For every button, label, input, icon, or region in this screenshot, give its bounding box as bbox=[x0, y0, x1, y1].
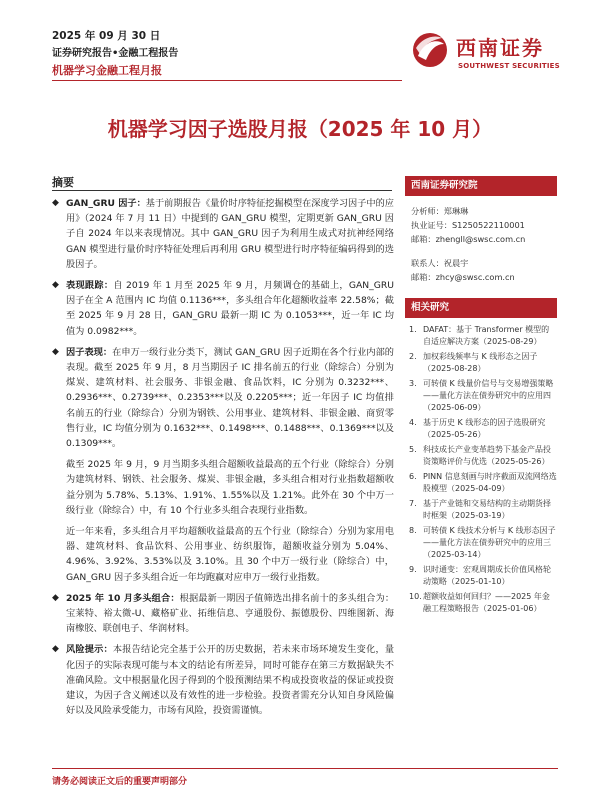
bullet-diamond-icon: ◆ bbox=[52, 592, 59, 603]
abstract-item-text: 根据最新一期因子值筛选出排名前十的多头组合为：宝莱特、裕太微-U、藏格矿业、拓维信息、亨通股份、振德股份、四维图新、海南橡胶、联创电子、华润材料。 bbox=[66, 592, 395, 635]
abstract-item-label: 表现跟踪： bbox=[66, 280, 114, 292]
contact-email-link[interactable]: zhcy@swsc.com.cn bbox=[435, 272, 515, 282]
related-num: 4. bbox=[409, 418, 417, 427]
report-title: 机器学习因子选股月报（2025 年 10 月） bbox=[107, 117, 493, 141]
related-item[interactable] bbox=[405, 471, 557, 495]
abstract-item bbox=[52, 591, 394, 637]
abstract-item-label: 2025 年 10 月多头组合： bbox=[66, 592, 180, 604]
related-text: 识时通变：宏观周期成长价值风格轮动策略（2025-01-10） bbox=[423, 565, 551, 586]
related-num: 10. bbox=[409, 592, 422, 601]
license-row bbox=[405, 218, 557, 232]
related-item[interactable] bbox=[405, 525, 557, 561]
related-list bbox=[405, 324, 557, 615]
abstract-divider bbox=[52, 190, 392, 191]
analyst-row bbox=[405, 204, 557, 218]
abstract-item-label: 因子表现： bbox=[66, 346, 113, 358]
abstract-item-text: 在申万一级行业分类下，测试 GAN_GRU 因子近期在各个行业内部的表现。截至 2025 年 9 月，8 月当期因子 IC 排名前五的行业（除综合）分别为煤炭、建筑材料、社会服务、非银金融、食品饮料，IC 分别为 0.3232***、0.2936***、0.2739***、0.2353***以及 0.2205***；近一年因子 IC 均值排名前五的行业（除综合）分别为钢铁、公用事业、建筑材料、非银金融、商贸零售行业，IC 均值分别为 0.1632***、0.1498***、0.1488***、0.1369***以及 0.1309***。 bbox=[66, 346, 394, 450]
related-item[interactable] bbox=[405, 498, 557, 522]
analyst-name: 郑琳琳 bbox=[443, 206, 469, 216]
related-text: 加权彩线频率与 K 线形态之因子（2025-08-28） bbox=[423, 352, 538, 373]
abstract-item-label: 风险提示： bbox=[66, 644, 113, 656]
brand-name: 西南证券 bbox=[456, 36, 544, 60]
report-category: 证券研究报告•金融工程报告 bbox=[52, 48, 179, 59]
related-text: 可转债 K 线技术分析与 K 线形态因子——量化方法在债券研究中的应用三（2025-03-14） bbox=[423, 526, 556, 559]
contact-name: 祝晨宇 bbox=[443, 258, 469, 268]
contact-email-row bbox=[405, 270, 557, 284]
abstract-item-text: 自 2019 年 1 月至 2025 年 9 月，月频调仓的基础上，GAN_GRU 因子在全 A 范围内 IC 均值 0.1136***，多头组合年化超额收益率 22.58%；截至 2025 年 9 月 28 日，GAN_GRU 最新一期 IC 为 0.1053***，近一年 IC 均值为 0.0982***。 bbox=[66, 280, 394, 337]
related-text: 基于产业链和交易结构的主动期货择时框架（2025-03-19） bbox=[423, 499, 551, 520]
contact-email-label: 邮箱： bbox=[411, 272, 436, 282]
report-date: 2025 年 09 月 30 日 bbox=[52, 30, 161, 42]
email-label: 邮箱： bbox=[411, 234, 436, 244]
related-item[interactable] bbox=[405, 378, 557, 414]
related-text: DAFAT：基于 Transformer 模型的自适应解决方案（2025-08-29） bbox=[423, 325, 550, 346]
related-item[interactable] bbox=[405, 351, 557, 375]
related-text: 可转债 K 线量价信号与交易增强策略——量化方法在债券研究中的应用四（2025-06-09） bbox=[423, 379, 554, 412]
analyst-label: 分析师： bbox=[411, 206, 444, 216]
abstract-item-text: 本报告结论完全基于公开的历史数据，若未来市场环境发生变化，量化因子的实际表现可能与本文的结论有所差异，同时可能存在第三方数据缺失不准确风险。文中根据量化因子得到的个股预测结果不构成投资收益的保证或投资建议，为因子含义阐述以及有效性的进一步检验。投资者需充分认知自身风险偏好以及风险承受能力，市场有风险，投资需谨慎。 bbox=[66, 644, 395, 717]
abstract-item-text: 基于前期报告《量价时序特征挖掘模型在深度学习因子中的应用》（2024 年 7 月 11 日）中提到的 GAN_GRU 模型，定期更新 GAN_GRU 因子自 2024 年以来表现情况。其中 GAN_GRU 因子为利用生成式对抗神经网络 GAN 模型进行量价时序特征处理后再利用 GRU 模型进行时序特征编码得到的选股因子。 bbox=[66, 198, 394, 270]
related-num: 1. bbox=[409, 325, 417, 334]
license-label: 执业证号： bbox=[411, 220, 452, 230]
abstract-body bbox=[52, 196, 394, 725]
header-divider bbox=[52, 80, 402, 81]
related-item[interactable] bbox=[405, 591, 557, 615]
related-num: 3. bbox=[409, 379, 417, 388]
contact-row bbox=[405, 256, 557, 270]
related-num: 7. bbox=[409, 499, 417, 508]
email-row bbox=[405, 232, 557, 246]
report-series: 机器学习金融工程月报 bbox=[52, 64, 162, 77]
related-item[interactable] bbox=[405, 444, 557, 468]
footer-disclaimer: 请务必阅读正文后的重要声明部分 bbox=[52, 777, 188, 787]
abstract-item bbox=[52, 345, 394, 451]
footer-divider bbox=[52, 768, 558, 769]
abstract-paragraph: 截至 2025 年 9 月，9 月当期多头组合超额收益最高的五个行业（除综合）分别为建筑材料、钢铁、社会服务、煤炭、非银金融，多头组合相对行业指数超额收益分别为 5.78%、5.13%、1.91%、1.55%以及 1.21%。此外在 30 个中万一级行业（除综合）中，有 10 个行业多头组合表现行业指数。 bbox=[66, 459, 394, 516]
related-num: 2. bbox=[409, 352, 417, 361]
related-text: 科技成长产业变革趋势下基金产品投资策略评价与优选（2025-05-26） bbox=[423, 445, 551, 466]
abstract-item-label: GAN_GRU 因子： bbox=[66, 198, 146, 209]
institute-heading: 西南证券研究院 bbox=[405, 176, 557, 196]
abstract-paragraph: 近一年来看，多头组合月平均超额收益最高的五个行业（除综合）分别为家用电器、建筑材料、食品饮料、公用事业、纺织服饰，超额收益分别为 5.04%、4.96%、3.92%、3.53%以及 3.10%。且 30 个中万一级行业（除综合）中，GAN_GRU 因子多头组合近一年均跑赢对应申万一级行业指数。 bbox=[66, 526, 394, 583]
related-num: 9. bbox=[409, 565, 417, 574]
bullet-diamond-icon: ◆ bbox=[52, 198, 59, 208]
bullet-diamond-icon: ◆ bbox=[52, 644, 59, 655]
email-link[interactable]: zhengll@swsc.com.cn bbox=[435, 234, 526, 244]
bullet-diamond-icon: ◆ bbox=[52, 280, 59, 291]
contact-label: 联系人： bbox=[411, 258, 444, 268]
abstract-item bbox=[52, 642, 394, 718]
abstract-item bbox=[52, 196, 394, 272]
abstract-item bbox=[52, 278, 394, 339]
related-num: 8. bbox=[409, 526, 417, 535]
brand-name-en: SOUTHWEST SECURITIES bbox=[458, 62, 560, 70]
related-num: 6. bbox=[409, 472, 417, 481]
related-num: 5. bbox=[409, 445, 417, 454]
related-text: 超额收益如何回归？——2025 年金融工程策略报告（2025-01-06） bbox=[423, 592, 550, 613]
sidebar bbox=[405, 176, 557, 618]
related-item[interactable] bbox=[405, 417, 557, 441]
related-text: PINN 信息刻画与时序截面双流网络选股模型（2025-04-09） bbox=[423, 472, 557, 493]
related-heading: 相关研究 bbox=[405, 298, 557, 318]
related-text: 基于历史 K 线形态的因子选股研究（2025-05-26） bbox=[423, 418, 546, 439]
related-item[interactable] bbox=[405, 324, 557, 348]
license-number: S1250522110001 bbox=[451, 220, 525, 230]
bullet-diamond-icon: ◆ bbox=[52, 346, 59, 357]
abstract-heading: 摘要 bbox=[52, 176, 74, 189]
related-item[interactable] bbox=[405, 564, 557, 588]
